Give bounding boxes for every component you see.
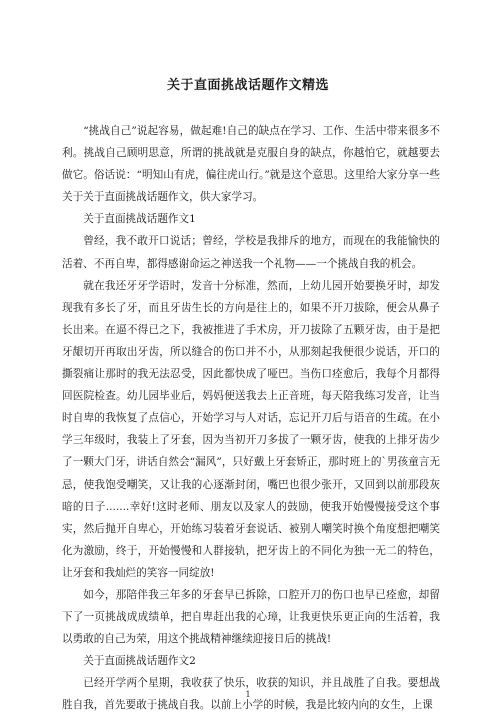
- paragraph: 就在我还牙牙学语时，发音十分标准，然而，上幼儿园开始要换牙时，却发现我有多长了牙，而且牙齿生长的方向是往上的，如果不开刀拔除，便会从鼻子长出来。在逼不得已之下，我被推进了手术房，开刀拔除了五颗牙齿，由于是把牙龈切开再取出牙齿，所以缝合的伤口并不小，从那刻起我便很少说话，开口的撕裂痛让那时的我无法忍受，因此都快成了哑巴。当伤口痊愈后，我每个月都得回医院检查。幼儿园毕业后，妈妈便送我去上正音班，每天陪我练习发音，让当时自卑的我恢复了点信心，开始学习与人对话，忘记开刀后与语音的生疏。在小学三年级时，我装上了牙套，因为当初开刀多拔了一颗牙齿，使我的上排牙齿少了一颗大门牙，讲话自然会“漏风”，只好戴上牙套矫正，那时班上的`男孩童言无忌，使我饱受嘲笑，又让我的心逐渐封闭，嘴巴也很少张开，又回到以前那段灰暗的日子.......幸好!这时老师、朋友以及家人的鼓励，使我开始慢慢接受这个事实，然后抛开自卑心，开始练习装着牙套说话、被别人嘲笑时换个角度想把嘲笑化为激励，终于，开始慢慢和人群接轨，把牙齿上的不同化为独一无二的特色，让牙套和我灿烂的笑容一同绽放!: [62, 279, 440, 579]
- document-title: 关于直面挑战话题作文精选: [166, 78, 329, 93]
- paragraph: “挑战自己”说起容易，做起难!自己的缺点在学习、工作、生活中带来很多不利。挑战自己顾明思意，所谓的挑战就是克服自身的缺点，你越怕它，就越要去做它。俗话说：“明知山有虎，偏往虎山行。”就是这个意思。这里给大家分享一些关于关于直面挑战话题作文，供大家学习。: [62, 125, 440, 204]
- paragraph: 曾经，我不敢开口说话；曾经，学校是我排斥的地方，而现在的我能愉快的活着、不再自卑，都得感谢命运之神送我一个礼物——一个挑战自我的机会。: [62, 235, 440, 270]
- document-body: [62, 120, 440, 717]
- page-number: 1: [245, 690, 251, 699]
- paragraph: 已经开学两个星期，我收获了快乐，收获的知识，并且战胜了自我。要想战胜自我，首先要敢于挑战自我。以前上小学的时候，我是比较内向的女生，上课: [62, 677, 440, 712]
- section-heading: 关于直面挑战话题作文1: [83, 213, 196, 226]
- section-heading: 关于直面挑战话题作文2: [83, 655, 196, 668]
- paragraph: 如今，那陪伴我三年多的牙套早已拆除，口腔开刀的伤口也早已痊愈，却留下了一页挑战成成绩单，把自卑赶出我的心璋，让我更快乐更正向的生活着，我以勇敢的自己为荣，用这个挑战精神继续迎接日后的挑战!: [62, 588, 440, 646]
